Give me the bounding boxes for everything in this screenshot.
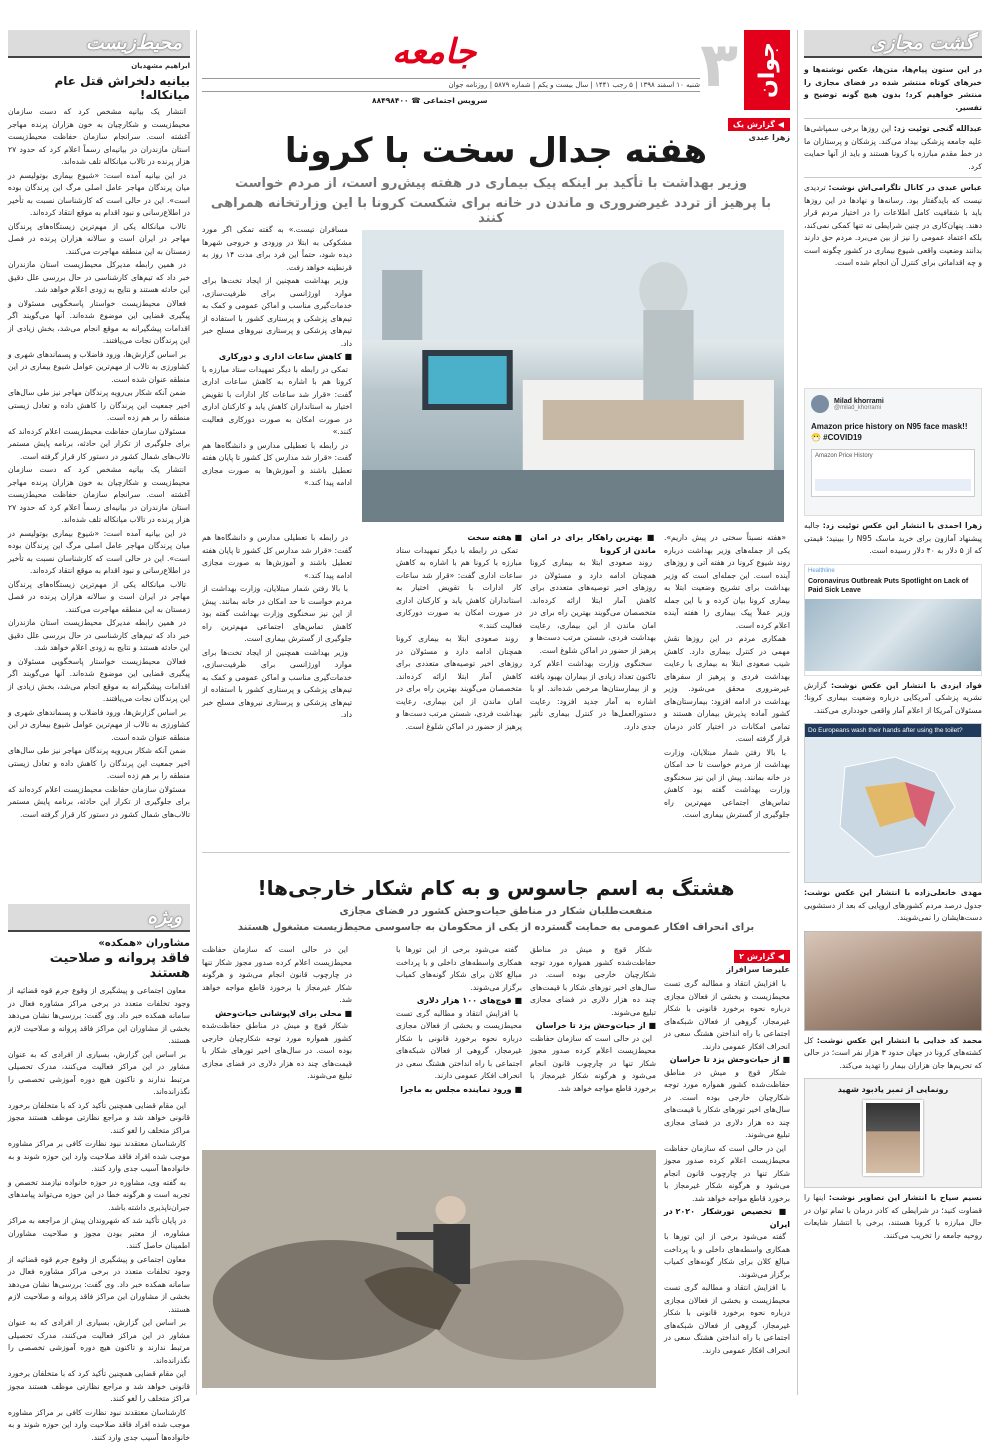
virtual-item-1: عبدالله گنجی توئیت زد: این روزها برخی سمپاشی‌ها علیه جامعه پزشکی بیداد می‌کند. پزشکان و پرستاران ما در خط مقدم مبارزه با کرونا هستند و باید از آنها حمایت کرد. [804,124,982,171]
map-title: Do Europeans wash their hands after using the toilet? [805,724,981,737]
section-contact: سرویس اجتماعی ☎ ۸۸۴۹۸۴۰۰ [372,96,488,105]
left-sidebar-body: انتشار یک بیانیه مشخص کرد که دست سازمان محیط‌زیست و شکارچیان به خون هزاران پرنده مهاجر آغشته است. سرانجام سازمان حفاظت محیط‌زیست استان مازندران در بیانیه‌ای رسماً اعلام کرد که حدود ۲۷ هزار پرنده در تالاب میانکاله تلف شده‌اند. در این بیانیه آمده است: «شیوع بیماری بوتولیسم در میان پرندگان مهاجر عامل اصلی مرگ این پرندگان بوده است». این در حالی است که کارشناسان نسبت به تأخیر در اطلاع‌رسانی و نبود اقدام به موقع انتقاد کرده‌اند. تالاب میانکاله یکی از مهم‌ترین زیستگاه‌های پرندگان مهاجر در ایران است و سالانه هزاران پرنده در فصل زمستان به این منطقه مهاجرت می‌کنند. در همین رابطه مدیرکل محیط‌زیست استان مازندران خبر داد که تیم‌های کارشناسی در حال بررسی علل دقیق این حادثه هستند و نتایج به زودی اعلام خواهد شد. فعالان محیط‌زیست خواستار پاسخگویی مسئولان و پیگیری قضایی این موضوع شده‌اند. آنها می‌گویند اگر اقدامات پیشگیرانه به موقع انجام می‌شد، بخش زیادی از این پرندگان نجات می‌یافتند. بر اساس گزارش‌ها، ورود فاضلاب و پسماندهای شهری و کشاورزی به تالاب از مهم‌ترین عوامل شیوع بیماری در این منطقه عنوان شده است. ضمن آنکه شکار بی‌رویه پرندگان مهاجر نیز طی سال‌های اخیر جمعیت این پرندگان را کاهش داده و تعادل زیستی منطقه را بر هم زده است. مسئولان سازمان حفاظت محیط‌زیست اعلام کرده‌اند که برای جلوگیری از تکرار این حادثه، برنامه پایش مستمر تالاب‌های شمال کشور در دستور کار قرار گرفته است. انتشار یک بیانیه مشخص کرد که دست سازمان محیط‌زیست و شکارچیان به خون هزاران پرنده مهاجر آغشته است. سرانجام سازمان حفاظت محیط‌زیست استان مازندران در بیانیه‌ای رسماً اعلام کرد که حدود ۲۷ هزار پرنده در تالاب میانکاله تلف شده‌اند. در این بیانیه آمده است: «شیوع بیماری بوتولیسم در میان پرندگان مهاجر عامل اصلی مرگ این پرندگان بوده است». این در حالی است که کارشناسان نسبت به تأخیر در اطلاع‌رسانی و نبود اقدام به موقع انتقاد کرده‌اند. تالاب میانکاله یکی از مهم‌ترین زیستگاه‌های پرندگان مهاجر در ایران است و سالانه هزاران پرنده در فصل زمستان به این منطقه مهاجرت می‌کنند. در همین رابطه مدیرکل محیط‌زیست استان مازندران خبر داد که تیم‌های کارشناسی در حال بررسی علل دقیق این حادثه هستند و نتایج به زودی اعلام خواهد شد. فعالان محیط‌زیست خواستار پاسخگویی مسئولان و پیگیری قضایی این موضوع شده‌اند. آنها می‌گویند اگر اقدامات پیشگیرانه به موقع انجام می‌شد، بخش زیادی از این پرندگان نجات می‌یافتند. بر اساس گزارش‌ها، ورود فاضلاب و پسماندهای شهری و کشاورزی به تالاب از مهم‌ترین عوامل شیوع بیماری در این منطقه عنوان شده است. ضمن آنکه شکار بی‌رویه پرندگان مهاجر نیز طی سال‌های اخیر جمعیت این پرندگان را کاهش داده و تعادل زیستی منطقه را بر هم زده است. مسئولان سازمان حفاظت محیط‌زیست اعلام کرده‌اند که برای جلوگیری از تکرار این حادثه، برنامه پایش مستمر تالاب‌های شمال کشور در دستور کار قرار گرفته است. [8,107,190,819]
report-tag: ◀ گزارش یک [728,118,790,131]
poster-title: رونمایی از تمبر یادبود شهید [837,1085,949,1094]
second-subhead-4: ■ محلی برای لاپوشانی حیات‌وحش [215,1008,352,1018]
news-card-image [804,564,982,676]
phone-icon: ☎ [411,96,421,105]
left-sidebar-2-kicker: مشاوران «همکده» [98,938,190,949]
baby-photo-image [804,931,982,1031]
second-subhead-1b: ■ از حیات‌وحش یزد تا خراسان [535,1021,656,1030]
tweet-card-image [804,388,982,516]
lead-col-left: مسافران تیست.» به گفته تمکی اگر مورد مشکوکی به ابتلا در ورودی و خروجی شهرها دیده شود، حتماً این فرد برای مدت ۱۴ روز به قرنطینه خواهد رفت. وزیر بهداشت همچنین از ایجاد تخت‌ها برای موارد اورژانسی برای ظرفیت‌سازی، خدمات‌گیری مناسب و اماکن عمومی و کمک به تیم‌های پزشکی و پرستاری کشور با استفاده از تیم‌های پزشکی و پرستاری نیروهای مسلح خبر داد. ■ کاهش ساعات اداری و دورکاری تمکی در رابطه با دیگر تمهیدات ستاد مبارزه با کرونا هم با اشاره به کاهش ساعات اداری گفت: «قرار شد ساعات کار ادارات با تقویض اختیار به استانداران کاهش یابد و کارکنان اداری در صورت امکان به صورت دورکاری فعالیت کنند.» در رابطه با تعطیلی مدارس و دانشگاه‌ها هم گفت: «قرار شد مدارس کل کشور تا پایان هفته تعطیل باشند و آموزش‌ها به صورت مجازی ادامه پیدا کند.» [202,225,353,487]
left-sidebar-2-header: ویژه [8,904,190,932]
lead-col-1: «هفته نسبتاً سختی در پیش داریم». یکی از جمله‌های وزیر بهداشت درباره روند شیوع کرونا در هفته آتی و روزهای آینده است. این جمله‌ای است که وزیر بهداشت برای تشریح وضعیت ابتلا به بیماری کرونا بیان کرده و با این جمله وزیر عملاً پیک بیماری را هفته آینده اعلام کرده است. همکاری مردم در این روزها نقش مهمی در کنترل بیماری دارد. کاهش شیب صعودی ابتلا به بیماری با رعایت بهداشت فردی و پرهیز از سفرهای غیرضروری محقق می‌شود. وزیر بهداشت در ادامه افزود: بیمارستان‌های کشور آماده پذیرش بیماران هستند و تمامی امکانات در اختیار کادر درمان قرار گرفته است. با بالا رفتن شمار مبتلایان، وزارت بهداشت از مردم خواست تا حد امکان در خانه بمانند. پیش از این نیز سخنگوی وزارت بهداشت گفته بود کاهش تماس‌های اجتماعی مهم‌ترین راه جلوگیری از گسترش بیماری است. [664,533,790,819]
second-col-3: گفته می‌شود برخی از این تورها با همکاری واسطه‌های داخلی و با پرداخت مبالغ کلان برای شکار گونه‌های کمیاب برگزار می‌شوند. ■ قوچ‌های ۱۰۰ هزار دلاری با افزایش انتقاد و مطالبه گری تست محیط‌زیست و بخشی از فعالان مجازی درباره نحوه برخورد قانونی با شکار غیرمجاز، گروهی از فعالان شبکه‌های اجتماعی با راه انداختن هشتگ سعی در انحراف افکار عمومی دارند. ■ ورود نماینده مجلس به ماجرا [396,944,522,1144]
section-title: جامعه [392,32,477,72]
second-subhead-1: ■ از حیات‌وحش یزد تا خراسان [669,1055,790,1064]
logo-text: جوان [754,42,780,98]
left-sidebar-header: محیط‌زیست [8,30,190,58]
hunter-photo [202,1150,656,1388]
poster-image [804,1078,982,1188]
second-subhead-5: ■ تخصیص تورشکار ۲۰۲۰ در ایران [664,1207,790,1229]
price-chart-thumbnail: Amazon Price History [811,449,975,497]
second-subtitle-2: برای انحراف افکار عمومی به حمایت گسترده از یکی از محکومان به جاسوسی محیط‌زیست مشغول هستند [237,922,755,933]
second-subhead-2: ■ قوچ‌های ۱۰۰ هزار دلاری [416,996,522,1005]
map-shape-icon [805,737,983,877]
logo-block [744,30,790,110]
tweet-user: Milad khorrami [834,397,884,405]
second-subhead-3: ■ ورود نماینده مجلس به ماجرا [400,1084,522,1094]
second-col-4: این در حالی است که سازمان حفاظت محیط‌زیست اعلام کرده صدور مجوز شکار تنها در چارچوب قانون انجام می‌شود و هرگونه شکار غیرمجاز با برخورد قاطع مواجه خواهد شد. ■ محلی برای لاپوشانی حیات‌وحش شکار قوچ و میش در مناطق حفاظت‌شده کشور همواره مورد توجه شکارچیان خارجی بوده است. در سال‌های اخیر تورهای شکار با قیمت‌های چند ده هزار دلاری در فضای مجازی تبلیغ می‌شوند. [202,945,352,1080]
hunter-scene-icon [202,1150,656,1388]
lead-subtitle-1: وزیر بهداشت با تأکید بر اینکه پیک بیماری در هفته پیش‌رو است، از مردم خواست [234,176,748,191]
left-sidebar-author: ابراهیم مشهدیان [131,62,190,70]
left-sidebar [8,30,190,1442]
second-story [202,858,790,1398]
left-sidebar-2-title: فاقد پروانه و صلاحیت هستند [49,951,190,981]
lead-subtitle-2: با پرهیز از تردد غیرضروری و ماندن در خانه برای شکست کرونا با این وزارتخانه همراهی کنند [210,196,772,226]
tweet-text: Amazon price history on N95 face mask!! 😷 #COVID19 [811,422,968,442]
second-col-1: با افزایش انتقاد و مطالبه گری تست محیط‌زیست و بخشی از فعالان مجازی درباره نحوه برخورد قانونی با شکار غیرمجاز، گروهی از فعالان شبکه‌های اجتماعی با راه انداختن هشتگ سعی در انحراف افکار عمومی دارند. ■ از حیات‌وحش یزد تا خراسان شکار قوچ و میش در مناطق حفاظت‌شده کشور همواره مورد توجه شکارچیان خارجی بوده است. در سال‌های اخیر تورهای شکار با قیمت‌های چند ده هزار دلاری در فضای مجازی تبلیغ می‌شوند. این در حالی است که سازمان حفاظت محیط‌زیست اعلام کرده صدور مجوز شکار تنها در چارچوب قانون انجام می‌شود و هرگونه شکار غیرمجاز با برخورد قاطع مواجه خواهد شد. ■ تخصیص تورشکار ۲۰۲۰ در ایران گفته می‌شود برخی از این تورها با همکاری واسطه‌های داخلی و با پرداخت مبالغ کلان برای شکار گونه‌های کمیاب برگزار می‌شوند. با افزایش انتقاد و مطالبه گری تست محیط‌زیست و بخشی از فعالان مجازی درباره نحوه برخورد قانونی با شکار غیرمجاز، گروهی از فعالان شبکه‌های اجتماعی با راه انداختن هشتگ سعی در انحراف افکار عمومی دارند. [664,979,790,1355]
icu-scene-icon [362,230,784,522]
news-headline: Coronavirus Outbreak Puts Spotlight on Lack of Paid Sick Leave [808,577,969,594]
lead-subhead-1: ■ بهترین راهکار برای در امان ماندن از کرونا [530,533,657,555]
virtual-item-7: نسیم سیاح با انتشار این تصاویر نوشت: اینها را قضاوت کنید؛ در شرایطی که کادر درمان با تمام توان در حال مبارزه با کرونا هستند، برخی با انتشار شایعات روحیه جامعه را تخریب می‌کنند. [804,1193,982,1240]
lead-col-4: در رابطه با تعطیلی مدارس و دانشگاه‌ها هم گفت: «قرار شد مدارس کل کشور تا پایان هفته تعطیل باشند و آموزش‌ها به صورت مجازی ادامه پیدا کند.» با بالا رفتن شمار مبتلایان، وزارت بهداشت از مردم خواست تا حد امکان در خانه بمانند. پیش از این نیز سخنگوی وزارت بهداشت گفته بود کاهش تماس‌های اجتماعی مهم‌ترین راه جلوگیری از گسترش بیماری است. وزیر بهداشت همچنین از ایجاد تخت‌ها برای موارد اورژانسی برای ظرفیت‌سازی، خدمات‌گیری مناسب و اماکن عمومی و کمک به تیم‌های پزشکی و پرستاری کشور با استفاده از تیم‌های پزشکی و پرستاری نیروهای مسلح خبر داد. [202,533,352,719]
second-headline: هشتگ به اسم جاسوس و به کام شکار خارجی‌ها! [257,876,735,900]
right-sidebar-intro: در این ستون پیام‌ها، متن‌ها، عکس نوشته‌ها و خبرهای کوتاه منتشر شده در فضای مجازی را منتشر خواهیم کرد؛ بدون هیچ گونه توضیح و تفسیر. [804,65,982,112]
europe-map-image [804,723,982,883]
virtual-item-2: عباس عبدی در کانال تلگرامی‌اش نوشت: تردیدی نیست که بایدگفتار بود. رسانه‌ها و نهادها در این روزها باید با شفافیت کامل اطلاعات را در اختیار مردم قرار دهند. پنهان‌کاری در چنین شرایطی نه تنها کمکی نمی‌کند، بلکه اعتماد عمومی را نیز از بین می‌برد. مردم حق دارند بدانند وضعیت واقعی شیوع بیماری در کشور چگونه است و چه اقداماتی برای کنترل آن انجام شده است. [804,183,982,267]
report-tag-2: ◀ گزارش ۲ [734,950,790,963]
date-line: شنبه ۱۰ اسفند ۱۳۹۸ | ۵ رجب ۱۴۴۱ | سال بیست و یکم | شماره ۵۸۷۹ | روزنامه جوان [202,78,700,92]
left-sidebar-title: بیانیه دلخراش قتل عام میانکاله! [54,74,190,102]
tag-arrow-icon: ◀ [777,952,784,961]
author-name: زهرا عبدی [748,133,790,142]
right-sidebar [804,30,982,1395]
tag-arrow-icon: ◀ [777,120,784,129]
virtual-item-6: محمد کد خدایی با انتشار این عکس نوشت: کل کشته‌های کرونا در جهان حدود ۳ هزار نفر است؛ در حالی که تحریم‌ها جان هزاران بیمار را تهدید می‌کند. [804,1035,982,1070]
virtual-item-5: مهدی خانعلی‌زاده با انتشار این عکس نوشت: جدول درصد مردم کشورهای اروپایی که بعد از دستشویی دست‌هایشان را نمی‌شویند. [804,888,982,922]
page-number: ۳ [700,28,738,101]
right-sidebar-header: گشت مجازی [804,30,982,58]
lead-subhead-3: ■ کاهش ساعات اداری و دورکاری [218,352,352,361]
lead-col-3: ■ هفته سخت تمکی در رابطه با دیگر تمهیدات ستاد مبارزه با کرونا هم با اشاره به کاهش ساعات اداری گفت: «قرار شد ساعات کار ادارات با تقویض اختیار به استانداران کاهش یابد و کارکنان اداری در صورت امکان به صورت دورکاری فعالیت کنند.» روند صعودی ابتلا به بیماری کرونا همچنان ادامه دارد و مسئولان در روزهای اخیر توصیه‌های متعددی برای کاهش آمار ابتلا ارائه کرده‌اند. متخصصان می‌گویند بهترین راه برای در امان ماندن از این بیماری، رعایت بهداشت فردی، شستن مرتب دست‌ها و پرهیز از حضور در اماکن شلوغ است. [396,533,522,731]
virtual-item-4: فواد ایزدی با انتشار این عکس نوشت: گزارش نشریه پزشکی آمریکایی درباره وضعیت بیماری کرونا؛ مسئولان آمریکا از اعلام آمار واقعی خودداری می‌کنند. [804,680,982,715]
second-subtitle-1: منفعت‌طلبان شکار در مناطق حیات‌وحش کشور در فضای مجازی [339,906,653,917]
masthead [202,30,790,110]
lead-headline: هفته جدال سخت با کرونا [284,131,708,171]
news-source: Healthline [808,567,835,574]
avatar [811,395,829,413]
lead-story [202,112,790,848]
lead-col-2: ■ بهترین راهکار برای در امان ماندن از کرونا روند صعودی ابتلا به بیماری کرونا همچنان ادامه دارد و مسئولان در روزهای اخیر توصیه‌های متعددی برای کاهش آمار ابتلا ارائه کرده‌اند. متخصصان می‌گویند بهترین راه برای در امان ماندن از این بیماری، رعایت بهداشت فردی، شستن مرتب دست‌ها و پرهیز از حضور در اماکن شلوغ است. سخنگوی وزارت بهداشت اعلام کرد تاکنون تعداد زیادی از بیماران بهبود یافته و از بیمارستان‌ها مرخص شده‌اند. او با اشاره به آمار جدید افزود: رعایت دستورالعمل‌ها در کنترل بیماری تأثیر جدی دارد. [530,533,657,731]
author-name-2: علیرضا سرافراز [726,965,790,974]
icu-photo [362,230,784,522]
second-col-2: شکار قوچ و میش در مناطق حفاظت‌شده کشور همواره مورد توجه شکارچیان خارجی بوده است. در سال‌های اخیر تورهای شکار با قیمت‌های چند ده هزار دلاری در فضای مجازی تبلیغ می‌شوند. ■ از حیات‌وحش یزد تا خراسان این در حالی است که سازمان حفاظت محیط‌زیست اعلام کرده صدور مجوز شکار تنها در چارچوب قانون انجام می‌شود و هرگونه شکار غیرمجاز با برخورد قاطع مواجه خواهد شد. [530,945,656,1093]
lead-subhead-2: ■ هفته سخت [467,533,522,542]
left-sidebar-2-body: معاون اجتماعی و پیشگیری از وقوع جرم قوه قضائیه از وجود تخلفات متعدد در برخی مراکز مشاوره فعال در سامانه همکده خبر داد. وی گفت: بررسی‌ها نشان می‌دهد بخشی از مشاوران این مراکز فاقد پروانه و صلاحیت لازم هستند. بر اساس این گزارش، بسیاری از افرادی که به عنوان مشاور در این مراکز فعالیت می‌کنند، مدرک تحصیلی مرتبط ندارند و تاکنون هیچ دوره آموزشی تخصصی را نگذرانده‌اند. این مقام قضایی همچنین تأکید کرد که با متخلفان برخورد قانونی خواهد شد و مراجع نظارتی موظف هستند مجوز مراکز متخلف را لغو کنند. کارشناسان معتقدند نبود نظارت کافی بر مراکز مشاوره موجب شده افراد فاقد صلاحیت وارد این حوزه شوند و به خانواده‌ها آسیب جدی وارد کنند. به گفته وی، مشاوره در حوزه خانواده نیازمند تخصص و تجربه است و هرگونه خطا در این حوزه می‌تواند پیامدهای جبران‌ناپذیری داشته باشد. در پایان تأکید شد که شهروندان پیش از مراجعه به مراکز مشاوره، از معتبر بودن مجوز و صلاحیت مشاوران اطمینان حاصل کنند. معاون اجتماعی و پیشگیری از وقوع جرم قوه قضائیه از وجود تخلفات متعدد در برخی مراکز مشاوره فعال در سامانه همکده خبر داد. وی گفت: بررسی‌ها نشان می‌دهد بخشی از مشاوران این مراکز فاقد پروانه و صلاحیت لازم هستند. بر اساس این گزارش، بسیاری از افرادی که به عنوان مشاور در این مراکز فعالیت می‌کنند، مدرک تحصیلی مرتبط ندارند و تاکنون هیچ دوره آموزشی تخصصی را نگذرانده‌اند. این مقام قضایی همچنین تأکید کرد که با متخلفان برخورد قانونی خواهد شد و مراجع نظارتی موظف هستند مجوز مراکز متخلف را لغو کنند. کارشناسان معتقدند نبود نظارت کافی بر مراکز مشاوره موجب شده افراد فاقد صلاحیت وارد این حوزه شوند و به خانواده‌ها آسیب جدی وارد کنند. [8,986,190,1442]
virtual-item-3: زهرا احمدی با انتشار این عکس توئیت زد: جالبه پیشنهاد آمازون برای خرید ماسک N95 را ببینید؛ قیمتی که از ۵ دلار به ۴۰ دلار رسیده است. [804,521,982,555]
tweet-handle: @milad_khorrami [834,404,882,411]
